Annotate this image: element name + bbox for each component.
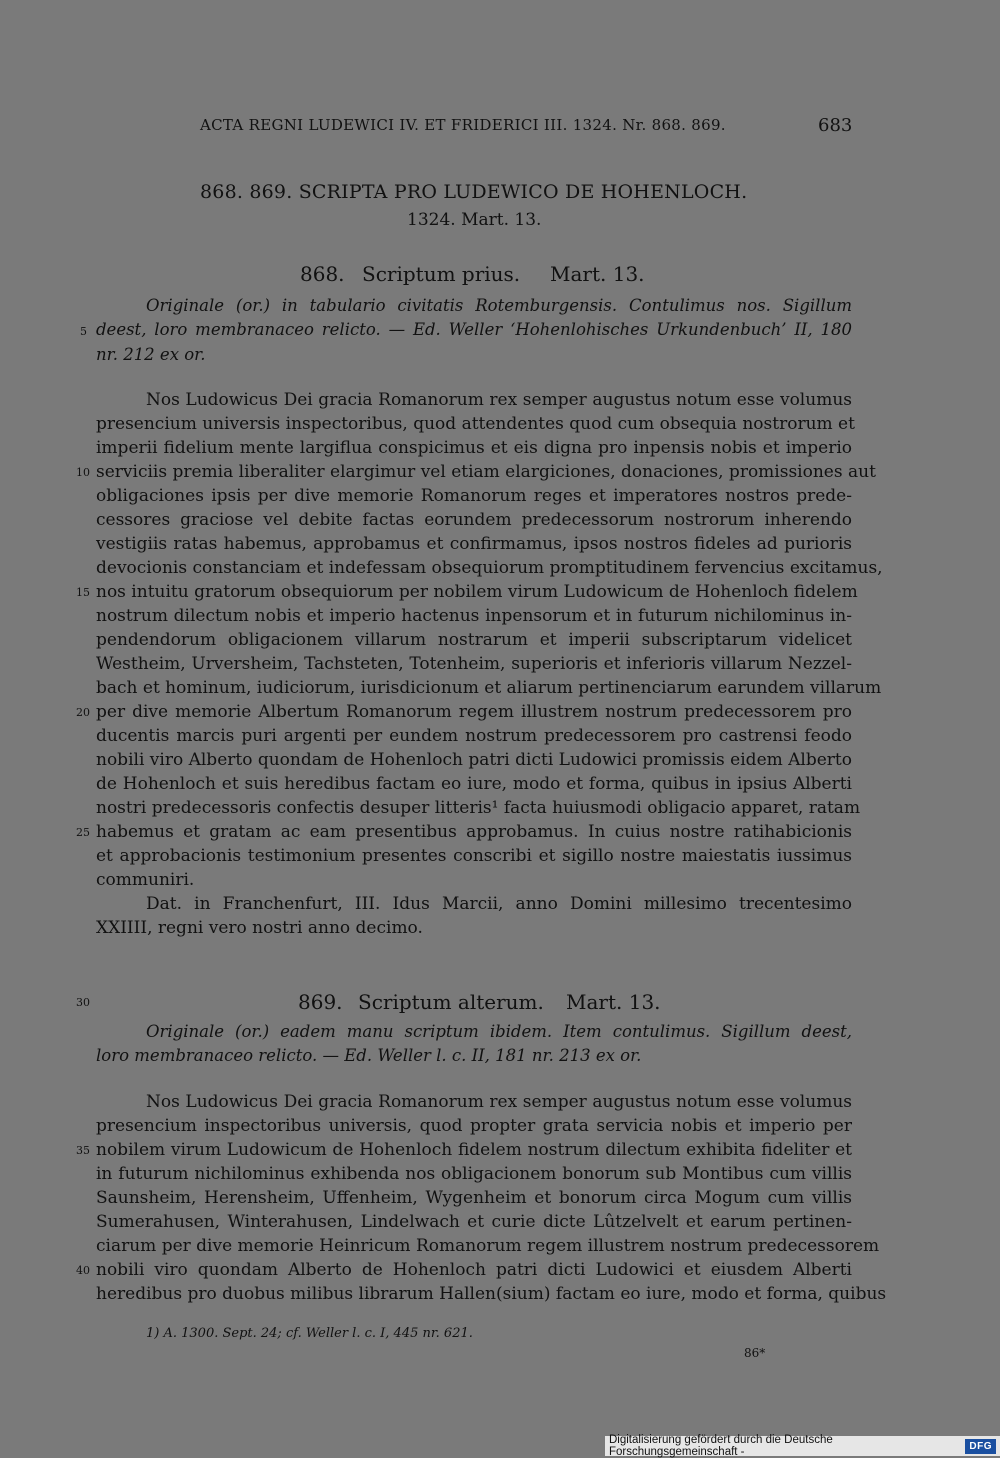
line-number: 5 bbox=[80, 325, 87, 338]
text-line: ciarum per dive memorie Heinricum Romanorum regem illustrem nostrum predecessorem bbox=[96, 1236, 880, 1256]
text-line: presencium universis inspectoribus, quod attendentes quod cum obsequia nostrorum et bbox=[96, 414, 855, 434]
text-line: bach et hominum, iudiciorum, iurisdicionum et aliarum pertinenciarum earundem villarum bbox=[96, 678, 882, 698]
text-line: per dive memorie Albertum Romanorum regem illustrem nostrum predecessorem pro bbox=[96, 702, 852, 722]
text-line: habemus et gratam ac eam presentibus approbamus. In cuius nostre ratihabicionis bbox=[96, 822, 852, 842]
text-line: de Hohenloch et suis heredibus factam eo iure, modo et forma, quibus in ipsius Alberti bbox=[96, 774, 852, 794]
doc868-subtitle: Scriptum prius. bbox=[362, 262, 521, 286]
text-line: Dat. in Franchenfurt, III. Idus Marcii, anno Domini millesimo trecentesimo bbox=[146, 894, 852, 914]
line-number: 35 bbox=[76, 1144, 90, 1157]
doc868-number: 868. bbox=[300, 262, 345, 286]
text-line: cessores graciose vel debite factas eorundem predecessorum nostrorum inherendo bbox=[96, 510, 852, 530]
digitization-footer bbox=[605, 1436, 1000, 1456]
text-line: Nos Ludowicus Dei gracia Romanorum rex semper augustus notum esse volumus bbox=[146, 1092, 852, 1112]
text-line: Saunsheim, Herensheim, Uffenheim, Wygenheim et bonorum circa Mogum cum villis bbox=[96, 1188, 852, 1208]
text-line: serviciis premia liberaliter elargimur vel etiam elargiciones, donaciones, promissiones aut bbox=[96, 462, 876, 482]
text-line: vestigiis ratas habemus, approbamus et confirmamus, ipsos nostros fideles ad purioris bbox=[96, 534, 852, 554]
text-line: pendendorum obligacionem villarum nostrarum et imperii subscriptarum videlicet bbox=[96, 630, 852, 650]
doc869-meta-line: loro membranaceo relicto. — Ed. Weller l. c. II, 181 nr. 213 ex or. bbox=[96, 1046, 642, 1065]
signature-mark: 86* bbox=[744, 1346, 766, 1360]
section-title: 868. 869. SCRIPTA PRO LUDEWICO DE HOHENLOCH. bbox=[200, 181, 748, 203]
text-line: Westheim, Urversheim, Tachsteten, Totenheim, superioris et inferioris villarum Nezzel- bbox=[96, 654, 852, 674]
text-line: presencium inspectoribus universis, quod propter grata servicia nobis et imperio per bbox=[96, 1116, 852, 1136]
page-number: 683 bbox=[818, 115, 853, 136]
section-date: 1324. Mart. 13. bbox=[407, 210, 542, 230]
doc869-meta-line: Originale (or.) eadem manu scriptum ibidem. Item contulimus. Sigillum deest, bbox=[146, 1022, 852, 1041]
line-number: 40 bbox=[76, 1264, 90, 1277]
running-header: ACTA REGNI LUDEWICI IV. ET FRIDERICI III. 1324. Nr. 868. 869. bbox=[200, 116, 726, 134]
line-number: 10 bbox=[76, 466, 90, 479]
text-line: communiri. bbox=[96, 870, 195, 890]
text-line: nobili viro quondam Alberto de Hohenloch patri dicti Ludowici et eiusdem Alberti bbox=[96, 1260, 852, 1280]
text-line: Nos Ludowicus Dei gracia Romanorum rex semper augustus notum esse volumus bbox=[146, 390, 852, 410]
footer-text: Digitalisierung gefördert durch die Deutsche Forschungsgemeinschaft - bbox=[609, 1434, 833, 1458]
line-number: 15 bbox=[76, 586, 90, 599]
doc868-meta-line: nr. 212 ex or. bbox=[96, 345, 206, 364]
line-number: 20 bbox=[76, 706, 90, 719]
line-number: 30 bbox=[76, 996, 90, 1009]
doc868-meta-line: Originale (or.) in tabulario civitatis Rotemburgensis. Contulimus nos. Sigillum bbox=[146, 296, 852, 315]
text-line: heredibus pro duobus milibus librarum Hallen(sium) factam eo iure, modo et forma, quibus bbox=[96, 1284, 887, 1304]
doc869-date: Mart. 13. bbox=[566, 990, 661, 1014]
text-line: Sumerahusen, Winterahusen, Lindelwach et curie dicte Lûtzelvelt et earum pertinen- bbox=[96, 1212, 852, 1232]
doc868-date: Mart. 13. bbox=[550, 262, 645, 286]
text-line: nobili viro Alberto quondam de Hohenloch patri dicti Ludowici promissis eidem Alberto bbox=[96, 750, 852, 770]
text-line: nostri predecessoris confectis desuper litteris¹ facta huiusmodi obligacio apparet, ratam bbox=[96, 798, 861, 818]
dfg-logo-icon: DFG bbox=[965, 1439, 996, 1454]
text-line: ducentis marcis puri argenti per eundem nostrum predecessorem pro castrensi feodo bbox=[96, 726, 852, 746]
doc868-meta-line: deest, loro membranaceo relicto. — Ed. Weller ‘Hohenlohisches Urkundenbuch’ II, 180 bbox=[96, 320, 852, 339]
line-number: 25 bbox=[76, 826, 90, 839]
doc869-number: 869. bbox=[298, 990, 343, 1014]
text-line: imperii fidelium mente largiflua conspicimus et eis digna pro inpensis nobis et imperio bbox=[96, 438, 852, 458]
text-line: obligaciones ipsis per dive memorie Romanorum reges et imperatores nostros prede- bbox=[96, 486, 852, 506]
text-line: devocionis constanciam et indefessam obsequiorum promptitudinem fervencius excitamus, bbox=[96, 558, 883, 578]
text-line: XXIIII, regni vero nostri anno decimo. bbox=[96, 918, 423, 938]
text-line: in futurum nichilominus exhibenda nos obligacionem bonorum sub Montibus cum villis bbox=[96, 1164, 852, 1184]
text-line: nos intuitu gratorum obsequiorum per nobilem virum Ludowicum de Hohenloch fidelem bbox=[96, 582, 858, 602]
text-line: et approbacionis testimonium presentes conscribi et sigillo nostre maiestatis iussimus bbox=[96, 846, 852, 866]
text-line: nostrum dilectum nobis et imperio hactenus inpensorum et in futurum nichilominus in- bbox=[96, 606, 852, 626]
text-line: nobilem virum Ludowicum de Hohenloch fidelem nostrum dilectum exhibita fideliter et bbox=[96, 1140, 852, 1160]
footnote: 1) A. 1300. Sept. 24; cf. Weller l. c. I, 445 nr. 621. bbox=[146, 1326, 473, 1341]
doc869-subtitle: Scriptum alterum. bbox=[358, 990, 544, 1014]
